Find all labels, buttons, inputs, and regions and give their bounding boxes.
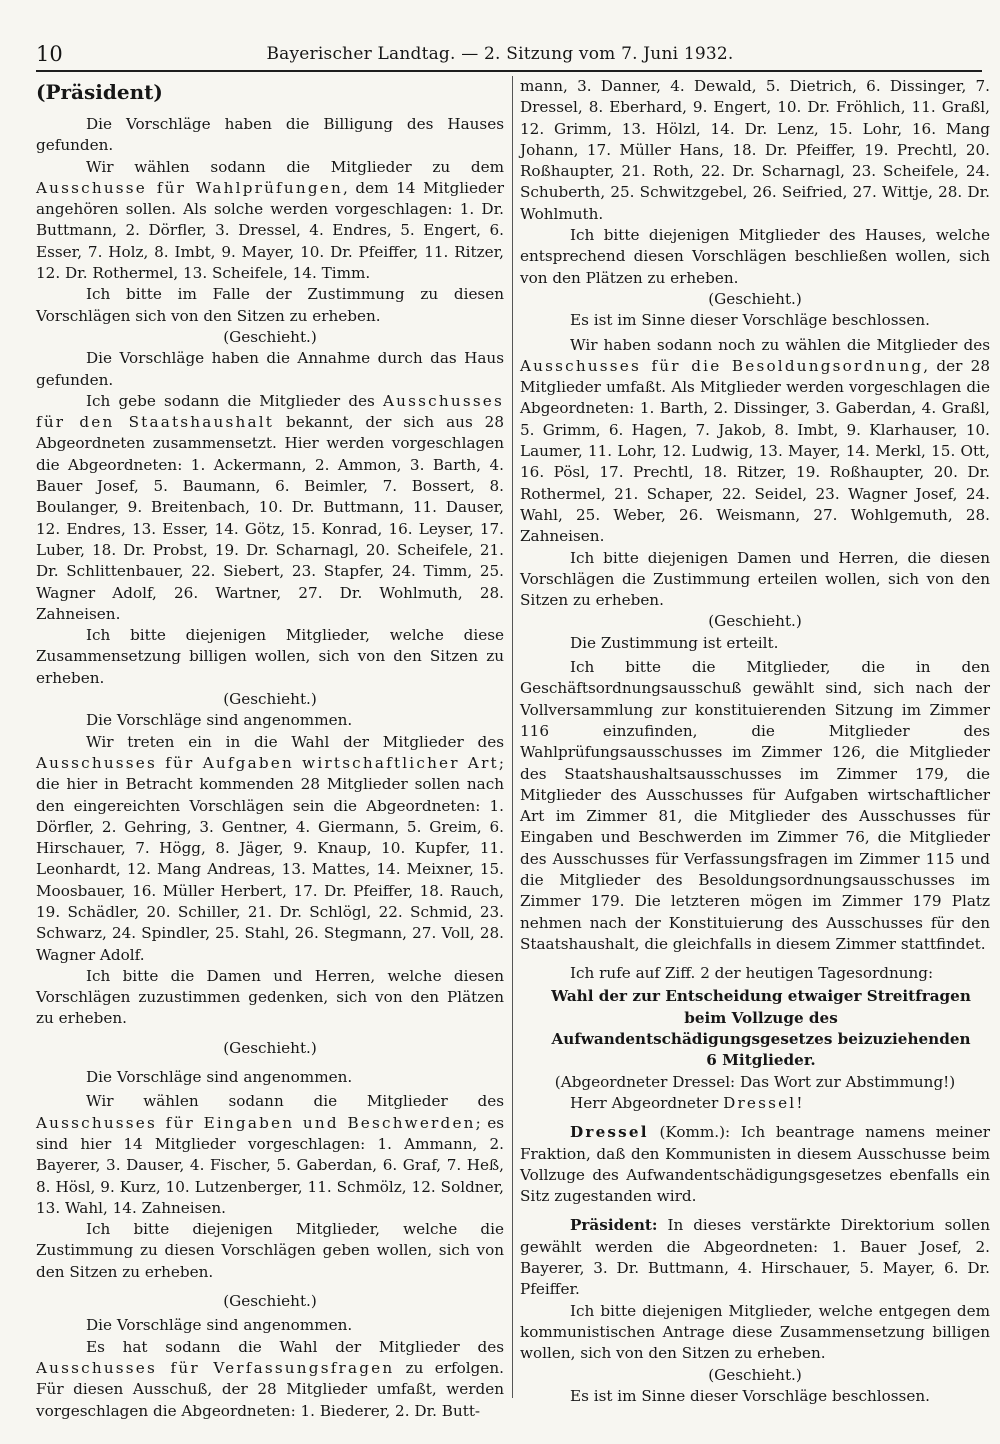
stage-direction: (Geschieht.)	[708, 612, 802, 631]
committee-name: Ausschusses für den Staatshaushalt	[36, 391, 504, 432]
committee-name: Ausschusses für Verfassungsfragen	[36, 1358, 395, 1377]
paragraph: Die Vorschläge haben die Annahme durch das Haus gefunden.	[36, 349, 504, 389]
stage-direction: (Geschieht.)	[223, 1292, 317, 1311]
agenda-call: Ich rufe auf Ziff. 2 der heutigen Tagesordnung:	[570, 964, 934, 983]
paragraph: Die Zustimmung ist erteilt.	[570, 633, 779, 652]
stage-direction: (Geschieht.)	[223, 1038, 317, 1057]
committee-name: Ausschusses für die Besoldungsordnung	[520, 356, 924, 375]
paragraph: Die Vorschläge haben die Billigung des Hauses gefunden.	[36, 115, 504, 155]
committee-name: Ausschusses für Eingaben und Beschwerden	[36, 1113, 476, 1132]
page-number: 10	[36, 42, 63, 66]
header-rule	[36, 70, 982, 72]
speaker-heading: (Präsident)	[36, 80, 163, 104]
stage-direction: (Geschieht.)	[708, 1365, 802, 1384]
stage-direction: (Geschieht.)	[708, 289, 802, 308]
paragraph: Wir haben sodann noch zu wählen die Mitglieder des Ausschusses für die Besoldungsordnung, der 28 Mitglieder umfaßt. Als Mitglieder werden vorgeschlagen die Abgeordneten: 1. Barth, 2. Dissinger, 3. Gaberdan, 4. Graßl, 5. Grimm, 6. Hagen, 7. Jakob, 8. Imbt, 9. Klarhauser, 10. Laumer, 11. Lohr, 12. Ludwig, 13. Mayer, 14. Merkl, 15. Ott, 16. Pösl, 17. Prechtl, 18. Ritzer, 19. Roßhaupter, 20. Dr. Rothermel, 21. Schaper, 22. Seidel, 23. Wagner Josef, 24. Wahl, 25. Weber, 26. Weismann, 27. Wohlgemuth, 28. Zahneisen.	[520, 335, 991, 546]
paragraph: Die Vorschläge sind angenommen.	[86, 1068, 353, 1087]
paragraph: Ich bitte die Mitglieder, die in den Geschäftsordnungsausschuß gewählt sind, sich nach der Vollversammlung zur konstituierenden Sitzung im Zimmer 116 einzufinden, die Mitglieder des Wahlprüfungsausschusses im Zimmer 126, die Mitglieder des Staatshaushaltsausschusses im Zimmer 179, die Mitglieder des Ausschusses für Aufgaben wirtschaftlicher Art im Zimmer 81, die Mitglieder des Ausschusses für Eingaben und Beschwerden im Zimmer 76, die Mitglieder des Ausschusses für Verfassungsfragen im Zimmer 115 und die Mitglieder des Besoldungsordnungsausschusses im Zimmer 179. Die letzteren mögen im Zimmer 179 Platz nehmen nach der Konstituierung des Ausschusses für den Staatshaushalt, die gleichfalls in diesem Zimmer stattfindet.	[520, 658, 990, 953]
running-title: Bayerischer Landtag. — 2. Sitzung vom 7. Juni 1932.	[266, 44, 734, 64]
paragraph: Ich bitte im Falle der Zustimmung zu diesen Vorschlägen sich von den Sitzen zu erheben.	[36, 285, 504, 325]
paragraph: Wir wählen sodann die Mitglieder des Ausschusses für Eingaben und Beschwerden; es sind hier 14 Mitglieder vorgeschlagen: 1. Ammann, 2. Bayerer, 3. Dauser, 4. Fischer, 5. Gaberdan, 6. Graf, 7. Heß, 8. Hösl, 9. Kurz, 10. Lutzenberger, 11. Schmölz, 12. Soldner, 13. Wahl, 14. Zahneisen.	[36, 1092, 504, 1217]
paragraph: Herr Abgeordneter Dressel!	[570, 1093, 803, 1112]
right-column	[520, 76, 990, 1407]
paragraph: Es ist im Sinne dieser Vorschläge beschlossen.	[570, 1386, 930, 1405]
paragraph: Dressel (Komm.): Ich beantrage namens meiner Fraktion, daß den Kommunisten in diesem Ausschusse beim Vollzuge des Aufwandentschädigungsgesetzes ebenfalls ein Sitz zugestanden wird.	[520, 1123, 990, 1206]
committee-name: Ausschusse für Wahlprüfungen	[36, 178, 343, 197]
speaker-name: Dressel	[723, 1093, 797, 1112]
page-header	[0, 40, 1000, 68]
paragraph: mann, 3. Danner, 4. Dewald, 5. Dietrich, 6. Dissinger, 7. Dressel, 8. Eberhard, 9. Engert, 10. Dr. Fröhlich, 11. Graßl, 12. Grimm, 13. Hölzl, 14. Dr. Lenz, 15. Lohr, 16. Mang Johann, 17. Müller Hans, 18. Dr. Pfeiffer, 19. Prechtl, 20. Roßhaupter, 21. Roth, 22. Dr. Scharnagl, 23. Scheifele, 24. Schuberth, 25. Schwitzgebel, 26. Seifried, 27. Wittje, 28. Dr. Wohlmuth.	[520, 77, 990, 223]
paragraph: Ich bitte diejenigen Damen und Herren, die diesen Vorschlägen die Zustimmung erteilen wollen, sich von den Sitzen zu erheben.	[520, 548, 990, 610]
paragraph: Es ist im Sinne dieser Vorschläge beschlossen.	[570, 311, 930, 330]
paragraph: Die Vorschläge sind angenommen.	[86, 711, 353, 730]
paragraph: Präsident: In dieses verstärkte Direktorium sollen gewählt werden die Abgeordneten: 1. Bauer Josef, 2. Bayerer, 3. Dr. Buttmann, 4. Hirschauer, 5. Mayer, 6. Dr. Pfeiffer.	[520, 1216, 990, 1299]
paragraph: Wir treten ein in die Wahl der Mitglieder des Ausschusses für Aufgaben wirtschaftlicher Art; die hier in Betracht kommenden 28 Mitglieder sollen nach den eingereichten Vorschlägen sein die Abgeordneten: 1. Dörfler, 2. Gehring, 3. Gentner, 4. Giermann, 5. Greim, 6. Hirschauer, 7. Högg, 8. Jäger, 9. Knaup, 10. Kupfer, 11. Leonhardt, 12. Mang Andreas, 13. Mattes, 14. Meixner, 15. Moosbauer, 16. Müller Herbert, 17. Dr. Pfeiffer, 18. Rauch, 19. Schädler, 20. Schiller, 21. Dr. Schlögl, 22. Schmid, 23. Schwarz, 24. Spindler, 25. Stahl, 26. Stegmann, 27. Voll, 28. Wagner Adolf.	[36, 732, 504, 964]
speaker-name: Präsident:	[570, 1216, 658, 1235]
paragraph: Ich bitte die Damen und Herren, welche diesen Vorschlägen zuzustimmen gedenken, sich von den Plätzen zu erheben.	[36, 966, 504, 1028]
paragraph: Ich bitte diejenigen Mitglieder, welche entgegen dem kommunistischen Antrage diese Zusammensetzung billigen wollen, sich von den Sitzen zu erheben.	[520, 1301, 990, 1363]
paragraph: Ich bitte diejenigen Mitglieder des Hauses, welche entsprechend diesen Vorschlägen beschließen wollen, sich von den Plätzen zu erheben.	[520, 226, 990, 287]
column-divider	[512, 76, 513, 1398]
paragraph: Ich bitte diejenigen Mitglieder, welche die Zustimmung zu diesen Vorschlägen geben wollen, sich von den Sitzen zu erheben.	[36, 1220, 504, 1281]
committee-name: Ausschusses für Aufgaben wirtschaftlicher Art	[36, 753, 499, 772]
left-column	[36, 76, 504, 1422]
interjection: (Abgeordneter Dressel: Das Wort zur Abstimmung!)	[554, 1072, 956, 1091]
paragraph: Die Vorschläge sind angenommen.	[86, 1316, 353, 1335]
speaker-name: Dressel	[570, 1123, 649, 1142]
agenda-item-title: Wahl der zur Entscheidung etwaiger Streitfragen beim Vollzuge des Aufwandentschädigungsgesetzes beizuziehenden 6 Mitglieder.	[551, 987, 971, 1070]
paragraph: Ich bitte diejenigen Mitglieder, welche diese Zusammensetzung billigen wollen, sich von den Sitzen zu erheben.	[36, 626, 504, 687]
stage-direction: (Geschieht.)	[223, 327, 317, 346]
paragraph: Wir wählen sodann die Mitglieder zu dem Ausschusse für Wahlprüfungen, dem 14 Mitglieder angehören sollen. Als solche werden vorgeschlagen: 1. Dr. Buttmann, 2. Dörfler, 3. Dressel, 4. Endres, 5. Engert, 6. Esser, 7. Holz, 8. Imbt, 9. Mayer, 10. Dr. Pfeiffer, 11. Ritzer, 12. Dr. Rothermel, 13. Scheifele, 14. Timm.	[36, 157, 505, 283]
paragraph: Ich gebe sodann die Mitglieder des Ausschusses für den Staatshaushalt bekannt, der sich aus 28 Abgeordneten zusammensetzt. Hier werden vorgeschlagen die Abgeordneten: 1. Ackermann, 2. Ammon, 3. Barth, 4. Bauer Josef, 5. Baumann, 6. Beimler, 7. Bossert, 8. Boulanger, 9. Breitenbach, 10. Dr. Buttmann, 11. Dauser, 12. Endres, 13. Esser, 14. Götz, 15. Konrad, 16. Leyser, 17. Luber, 18. Dr. Probst, 19. Dr. Scharnagl, 20. Scheifele, 21. Dr. Schlittenbauer, 22. Siebert, 23. Stapfer, 24. Timm, 25. Wagner Adolf, 26. Wartner, 27. Dr. Wohlmuth, 28. Zahneisen.	[36, 391, 504, 623]
stage-direction: (Geschieht.)	[223, 690, 317, 709]
paragraph: Es hat sodann die Wahl der Mitglieder des Ausschusses für Verfassungsfragen zu erfolgen. Für diesen Ausschuß, der 28 Mitglieder umfaßt, werden vorgeschlagen die Abgeordneten: 1. Biederer, 2. Dr. Butt-	[36, 1337, 504, 1420]
